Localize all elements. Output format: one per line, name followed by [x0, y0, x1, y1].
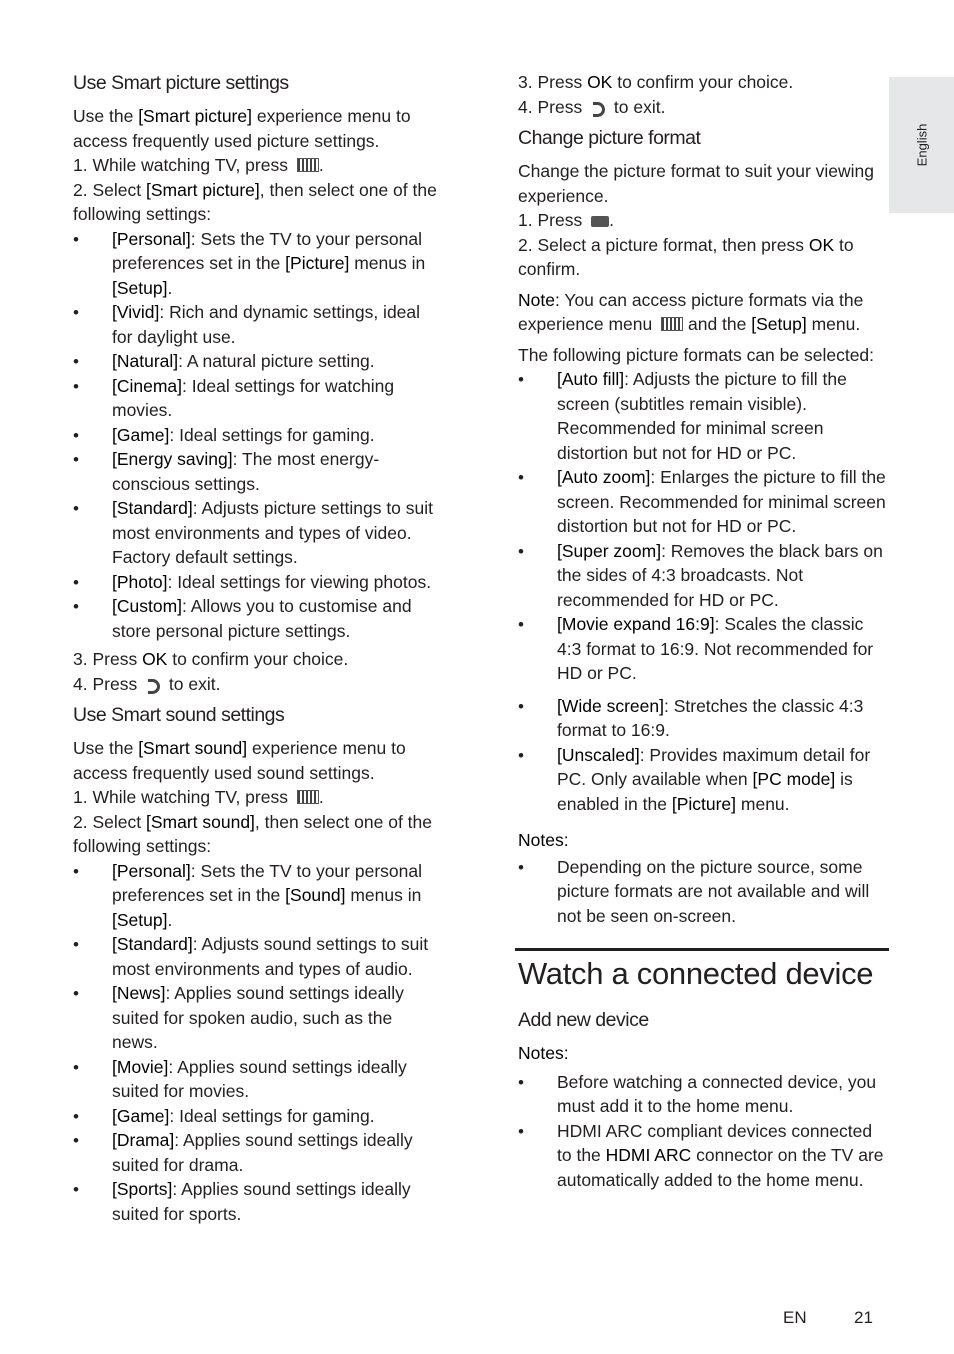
list-item: • Before watching a connected device, you must add it to the home menu. [518, 1070, 886, 1119]
experience-menu-icon [297, 158, 319, 172]
smart-sound-heading: Use Smart sound settings [73, 704, 285, 726]
section-rule [515, 948, 889, 951]
left-column [73, 70, 438, 1230]
language-tab-label: English [914, 123, 929, 167]
list-item: • [Super zoom]: Removes the black bars on the sides of 4:3 broadcasts. Not recommended for HD or PC. [518, 539, 886, 613]
list-item: • [Personal]: Sets the TV to your personal preferences set in the [Sound] menus in [Setup]. [73, 859, 438, 933]
footer-language: EN [783, 1308, 807, 1327]
format-icon [591, 216, 609, 227]
list-item: • [Cinema]: Ideal settings for watching movies. [73, 374, 438, 423]
list-item: • [Game]: Ideal settings for gaming. [73, 1104, 438, 1129]
format-list-intro: The following picture formats can be selected: [518, 344, 875, 365]
list-item: • [Unscaled]: Provides maximum detail for PC. Only available when [PC mode] is enabled in the [Picture] menu. [518, 743, 886, 817]
list-item: • [Auto fill]: Adjusts the picture to fill the screen (subtitles remain visible). Recommended for minimal screen distortion but not for HD or PC. [518, 367, 886, 465]
experience-menu-icon [297, 790, 319, 804]
list-item: • Depending on the picture source, some picture formats are not available and will not be seen on-screen. [518, 855, 886, 929]
format-list [518, 367, 886, 816]
smart-picture-heading: Use Smart picture settings [73, 72, 289, 94]
right-column [518, 70, 886, 1196]
add-device-notes-list [518, 1070, 886, 1193]
format-notes-label: Notes: [518, 830, 569, 850]
list-item: • [Movie expand 16:9]: Scales the classic 4:3 format to 16:9. Not recommended for HD or PC. [518, 612, 886, 686]
list-item: • [Movie]: Applies sound settings ideally suited for movies. [73, 1055, 438, 1104]
list-item: • [Auto zoom]: Enlarges the picture to fill the screen. Recommended for minimal screen distortion but not for HD or PC. [518, 465, 886, 539]
experience-menu-icon [661, 317, 683, 331]
format-step1: 1. Press . [518, 210, 614, 230]
list-item: • [Wide screen]: Stretches the classic 4:3 format to 16:9. [518, 694, 886, 743]
picture-step3: 3. Press OK to confirm your choice. [518, 72, 794, 92]
smart-sound-step1: 1. While watching TV, press . [73, 787, 324, 807]
format-intro: Change the picture format to suit your viewing experience. [518, 161, 875, 206]
smart-sound-intro: Use the [Smart sound] experience menu to access frequently used sound settings. [73, 738, 406, 783]
smart-picture-step3: 3. Press OK to confirm your choice. [73, 649, 349, 669]
page-number: 21 [854, 1308, 873, 1327]
smart-picture-step2: 2. Select [Smart picture], then select one of the following settings: [73, 179, 437, 224]
section-title: Watch a connected device [518, 956, 874, 991]
format-notes-list [518, 855, 886, 929]
smart-picture-step1: 1. While watching TV, press . [73, 155, 324, 175]
list-item: • [Personal]: Sets the TV to your personal preferences set in the [Picture] menus in [Setup]. [73, 227, 438, 301]
format-step2: 2. Select a picture format, then press OK to confirm. [518, 234, 854, 279]
list-item: • [Standard]: Adjusts picture settings to suit most environments and types of video. Factory default settings. [73, 496, 438, 570]
smart-sound-step2: 2. Select [Smart sound], then select one of the following settings: [73, 811, 432, 856]
smart-picture-list [73, 227, 438, 644]
smart-picture-intro: Use the [Smart picture] experience menu to access frequently used picture settings. [73, 106, 411, 151]
list-item: • [Natural]: A natural picture setting. [73, 349, 438, 374]
back-icon [590, 101, 606, 115]
list-item: • HDMI ARC compliant devices connected to the HDMI ARC connector on the TV are automatically added to the home menu. [518, 1119, 886, 1193]
format-note: Note: You can access picture formats via the experience menu and the [Setup] menu. [518, 289, 864, 334]
format-heading: Change picture format [518, 127, 701, 149]
add-device-heading: Add new device [518, 1009, 649, 1031]
list-item: • [News]: Applies sound settings ideally suited for spoken audio, such as the news. [73, 981, 438, 1055]
list-item: • [Photo]: Ideal settings for viewing photos. [73, 570, 438, 595]
list-item: • [Vivid]: Rich and dynamic settings, ideal for daylight use. [73, 300, 438, 349]
list-item: • [Sports]: Applies sound settings ideally suited for sports. [73, 1177, 438, 1226]
list-item: • [Drama]: Applies sound settings ideally suited for drama. [73, 1128, 438, 1177]
picture-step4: 4. Press to exit. [518, 96, 666, 117]
add-device-notes-label: Notes: [518, 1043, 569, 1063]
list-item: • [Game]: Ideal settings for gaming. [73, 423, 438, 448]
list-item: • [Energy saving]: The most energy-conscious settings. [73, 447, 438, 496]
list-item: • [Custom]: Allows you to customise and store personal picture settings. [73, 594, 438, 643]
list-item: • [Standard]: Adjusts sound settings to suit most environments and types of audio. [73, 932, 438, 981]
smart-sound-list [73, 859, 438, 1227]
back-icon [145, 678, 161, 692]
smart-picture-step4: 4. Press to exit. [73, 673, 221, 694]
language-tab [889, 77, 954, 213]
